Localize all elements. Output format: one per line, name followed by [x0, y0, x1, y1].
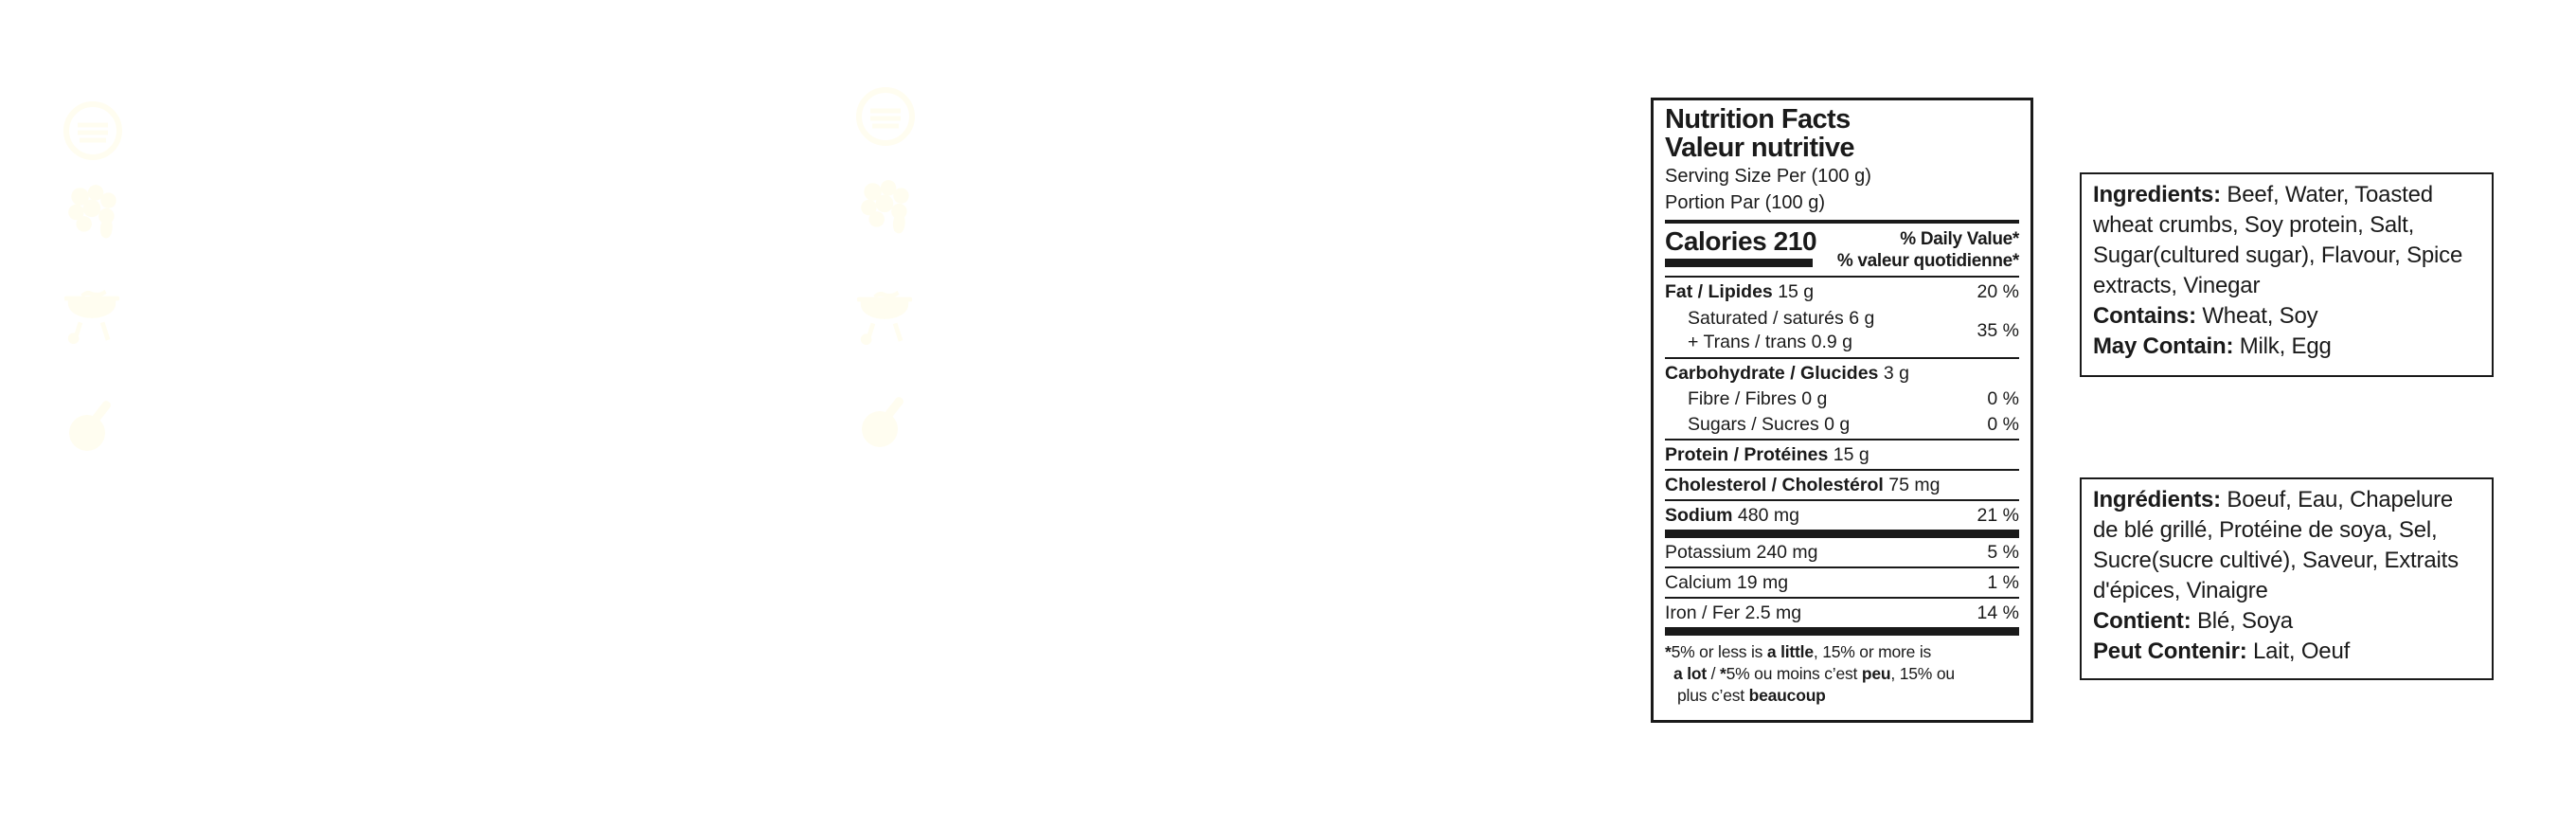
frying-pan-icon [855, 389, 916, 452]
fibre-dv: 0 % [1987, 388, 2019, 409]
fibre-label: Fibre / Fibres [1688, 388, 1797, 409]
nutrition-facts-panel [1651, 98, 2033, 723]
footnote [1665, 636, 2019, 707]
sugars-dv: 0 % [1987, 414, 2019, 435]
divider-thick [1665, 627, 2019, 636]
contains-fr-label: Contient: [2093, 608, 2191, 634]
steak-circle-icon [63, 100, 123, 161]
sodium-row [1665, 501, 2019, 530]
iron-value: 2.5 mg [1744, 602, 1802, 623]
may-contain-fr-label: Peut Contenir: [2093, 638, 2247, 664]
contains-fr-line: Contient: Blé, Soya [2093, 608, 2293, 634]
ingredients-box-en [2080, 172, 2494, 377]
calcium-dv: 1 % [1987, 572, 2019, 593]
ground-meat-icon [855, 176, 918, 239]
calories-block [1665, 224, 2019, 276]
saturated-label: Saturated / saturés [1688, 308, 1844, 329]
may-contain-en-label: May Contain: [2093, 333, 2234, 359]
frying-pan-icon [63, 393, 123, 456]
daily-value-header-en: % Daily Value* [1900, 229, 2019, 249]
iron-label: Iron / Fer [1665, 602, 1741, 623]
cholesterol-label: Cholesterol / Cholestérol [1665, 475, 1884, 495]
cholesterol-value: 75 mg [1888, 475, 1941, 495]
nutrition-title-en: Nutrition Facts [1665, 104, 1851, 135]
sodium-value: 480 mg [1737, 505, 1799, 526]
carbohydrate-label: Carbohydrate / Glucides [1665, 363, 1879, 384]
footnote-line-1: *5% or less is a little, 15% or more is [1665, 642, 1932, 661]
nutrition-title-fr: Valeur nutritive [1665, 133, 1854, 163]
sugars-label: Sugars / Sucres [1688, 414, 1819, 435]
ground-meat-icon [63, 181, 125, 243]
saturated-value: 6 g [1849, 308, 1875, 329]
ingredients-fr-label: Ingrédients: [2093, 487, 2221, 512]
sugars-row [1665, 413, 2019, 439]
daily-value-header-fr: % valeur quotidienne* [1836, 251, 2019, 271]
calories-value: Calories 210 [1665, 226, 1817, 256]
saturated-trans-dv: 35 % [1977, 319, 2019, 341]
iron-dv: 14 % [1977, 602, 2019, 623]
potassium-label: Potassium [1665, 542, 1752, 563]
bbq-grill-icon [63, 284, 121, 347]
cholesterol-row [1665, 471, 2019, 499]
calcium-label: Calcium [1665, 572, 1732, 593]
sodium-label: Sodium [1665, 505, 1733, 526]
saturated-trans-rows [1665, 306, 2019, 357]
protein-row [1665, 440, 2019, 469]
contains-en-line: Contains: Wheat, Soy [2093, 303, 2318, 329]
trans-label: + Trans / trans [1688, 332, 1807, 352]
protein-label: Protein / Protéines [1665, 444, 1829, 465]
potassium-dv: 5 % [1987, 542, 2019, 563]
calcium-value: 19 mg [1736, 572, 1789, 593]
footnote-line-2: a lot / *5% ou moins c’est peu, 15% ou [1673, 664, 1955, 683]
contains-en-label: Contains: [2093, 303, 2196, 329]
sugars-value: 0 g [1824, 414, 1851, 435]
sodium-dv: 21 % [1977, 505, 2019, 526]
may-contain-fr-line: Peut Contenir: Lait, Oeuf [2093, 638, 2351, 664]
steak-circle-icon [855, 86, 916, 147]
fibre-value: 0 g [1801, 388, 1828, 409]
calories-underbar [1665, 259, 1813, 267]
fat-label: Fat / Lipides [1665, 281, 1773, 302]
fat-dv: 20 % [1977, 281, 2019, 302]
fat-row [1665, 278, 2019, 306]
calcium-row [1665, 568, 2019, 597]
carbohydrate-row [1665, 359, 2019, 387]
fibre-row [1665, 387, 2019, 413]
fat-value: 15 g [1778, 281, 1815, 302]
footnote-line-3: plus c’est beaucoup [1677, 686, 1826, 705]
divider-thick [1665, 530, 2019, 538]
ingredients-en-label: Ingredients: [2093, 182, 2221, 207]
ingredients-box-fr [2080, 477, 2494, 680]
ingredients-fr-text: Ingrédients: Boeuf, Eau, Chapelure de blé grillé, Protéine de soya, Sel, Sucre(sucre cultivé), Saveur, Extraits d'épices, Vinaigre [2093, 487, 2459, 603]
may-contain-en-line: May Contain: Milk, Egg [2093, 333, 2332, 359]
carbohydrate-value: 3 g [1883, 363, 1909, 384]
serving-size-en: Serving Size Per (100 g) [1665, 166, 1871, 187]
potassium-row [1665, 538, 2019, 566]
bbq-grill-icon [855, 285, 914, 348]
ingredients-en-text: Ingredients: Beef, Water, Toasted wheat crumbs, Soy protein, Salt, Sugar(cultured sugar), Flavour, Spice extracts, Vinegar [2093, 182, 2463, 298]
serving-size-fr: Portion Par (100 g) [1665, 192, 1825, 213]
protein-value: 15 g [1833, 444, 1869, 465]
trans-value: 0.9 g [1811, 332, 1852, 352]
iron-row [1665, 599, 2019, 627]
potassium-value: 240 mg [1756, 542, 1818, 563]
